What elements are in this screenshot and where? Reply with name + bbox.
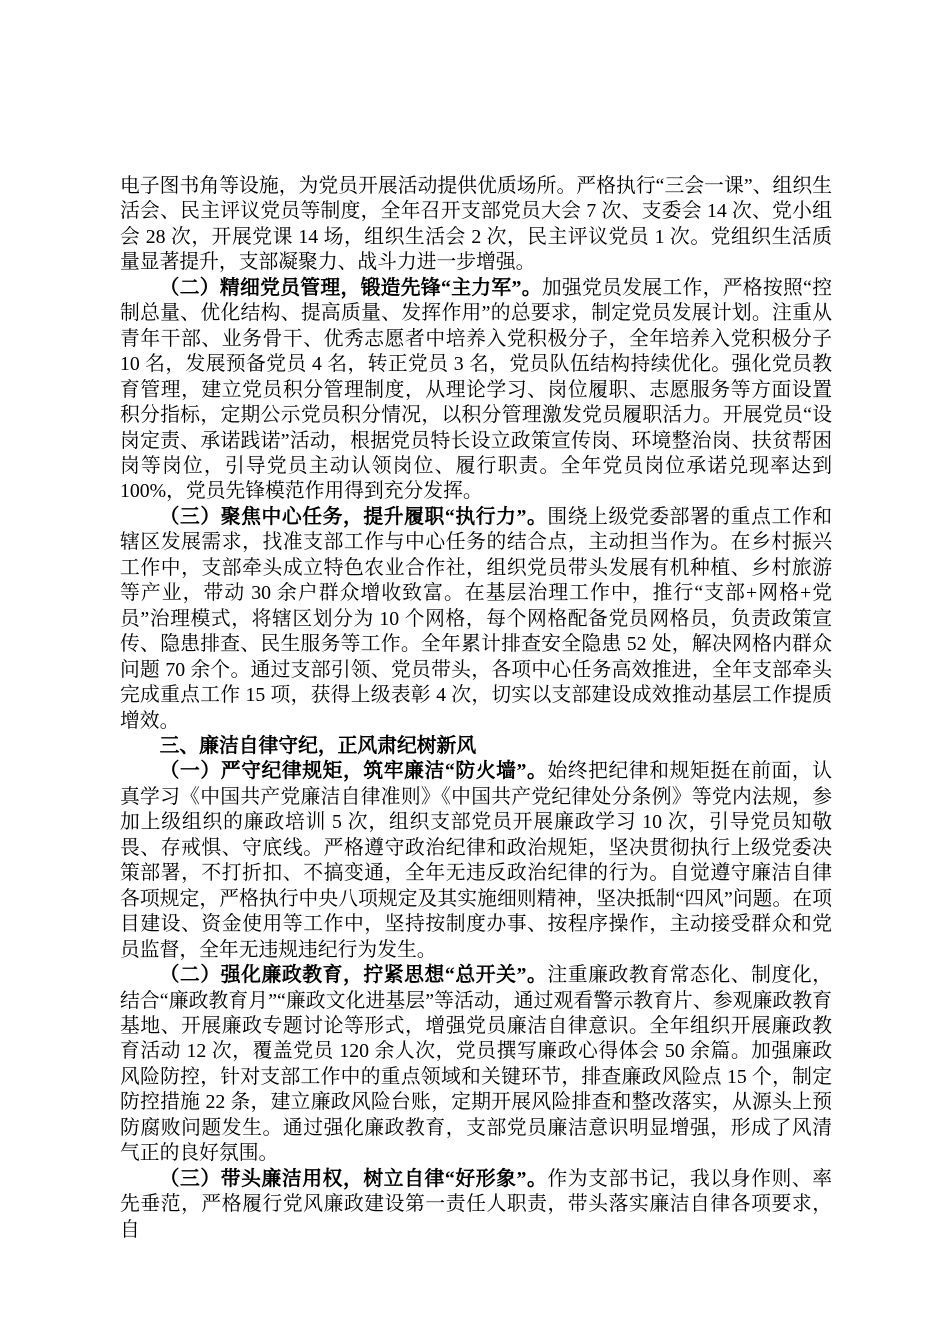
heading-text: 三、廉洁自律守纪，正风肃纪树新风 (159, 734, 477, 757)
paragraph-text: 电子图书角等设施，为党员开展活动提供优质场所。严格执行“三会一课”、组织生活会、民主评议党员等制度，全年召开支部党员大会 7 次、支委会 14 次、党小组会 28 次，开展党课 14 场，组织生活会 2 次，民主评议党员 1 次。党组织生活质量显著提升，支部凝聚力、战斗力进一步增强。 (120, 175, 832, 274)
paragraph-continuation (120, 174, 832, 276)
paragraph-lead: （三）聚焦中心任务，提升履职“执行力”。 (159, 505, 548, 528)
paragraph-central-tasks (120, 505, 832, 734)
paragraph-text: 围绕上级党委部署的重点工作和辖区发展需求，找准支部工作与中心任务的结合点，主动担当作为。在乡村振兴工作中，支部牵头成立特色农业合作社，组织党员带头发展有机种植、乡村旅游等产业，带动 30 余户群众增收致富。在基层治理工作中，推行“支部+网格+党员”治理模式，将辖区划分为 10 个网格，每个网格配备党员网格员，负责政策宣传、隐患排查、民生服务等工作。全年累计排查安全隐患 52 处，解决网格内群众问题 70 余个。通过支部引领、党员带头，各项中心任务高效推进，全年支部牵头完成重点工作 15 项，获得上级表彰 4 次，切实以支部建设成效推动基层工作提质增效。 (120, 505, 832, 732)
paragraph-lead-by-example (120, 1167, 832, 1243)
paragraph-lead: （二）强化廉政教育，拧紧思想“总开关”。 (159, 964, 548, 987)
paragraph-lead: （三）带头廉洁用权，树立自律“好形象”。 (159, 1167, 548, 1190)
paragraph-lead: （一）严守纪律规矩，筑牢廉洁“防火墙”。 (159, 760, 548, 783)
paragraph-member-management (120, 276, 832, 505)
paragraph-lead: （二）精细党员管理，锻造先锋“主力军”。 (159, 276, 542, 299)
paragraph-text: 加强党员发展工作，严格按照“控制总量、优化结构、提高质量、发挥作用”的总要求，制定党员发展计划。注重从青年干部、业务骨干、优秀志愿者中培养入党积极分子，全年培养入党积极分子 10 名，发展预备党员 4 名，转正党员 3 名，党员队伍结构持续优化。强化党员教育管理，建立党员积分管理制度，从理论学习、岗位履职、志愿服务等方面设置积分指标，定期公示党员积分情况，以积分管理激发党员履职活力。开展党员“设岗定责、承诺践诺”活动，根据党员特长设立政策宣传岗、环境整治岗、扶贫帮困岗等岗位，引导党员主动认领岗位、履行职责。全年党员岗位承诺兑现率达到 100%，党员先锋模范作用得到充分发挥。 (120, 276, 832, 503)
document-content (120, 174, 832, 1243)
paragraph-text: 注重廉政教育常态化、制度化，结合“廉政教育月”“廉政文化进基层”等活动，通过观看警示教育片、参观廉政教育基地、开展廉政专题讨论等形式，增强党员廉洁自律意识。全年组织开展廉政教育活动 12 次，覆盖党员 120 余人次，党员撰写廉政心得体会 50 余篇。加强廉政风险防控，针对支部工作中的重点领域和关键环节，排查廉政风险点 15 个，制定防控措施 22 条，建立廉政风险台账，定期开展风险排查和整改落实，从源头上预防腐败问题发生。通过强化廉政教育，支部党员廉洁意识明显增强，形成了风清气正的良好氛围。 (120, 964, 832, 1165)
paragraph-discipline-rules (120, 759, 832, 963)
section-heading-integrity (120, 734, 832, 759)
paragraph-integrity-education (120, 963, 832, 1167)
paragraph-text: 始终把纪律和规矩挺在前面，认真学习《中国共产党廉洁自律准则》《中国共产党纪律处分条例》等党内法规，参加上级组织的廉政培训 5 次，组织支部党员开展廉政学习 10 次，引导党员知敬畏、存戒惧、守底线。严格遵守政治纪律和政治规矩，坚决贯彻执行上级党委决策部署，不打折扣、不搞变通，全年无违反政治纪律的行为。自觉遵守廉洁自律各项规定，严格执行中央八项规定及其实施细则精神，坚决抵制“四风”问题。在项目建设、资金使用等工作中，坚持按制度办事、按程序操作，主动接受群众和党员监督，全年无违规违纪行为发生。 (120, 760, 832, 961)
paragraph-text: 作为支部书记，我以身作则、率先垂范，严格履行党风廉政建设第一责任人职责，带头落实廉洁自律各项要求，自 (120, 1167, 832, 1241)
